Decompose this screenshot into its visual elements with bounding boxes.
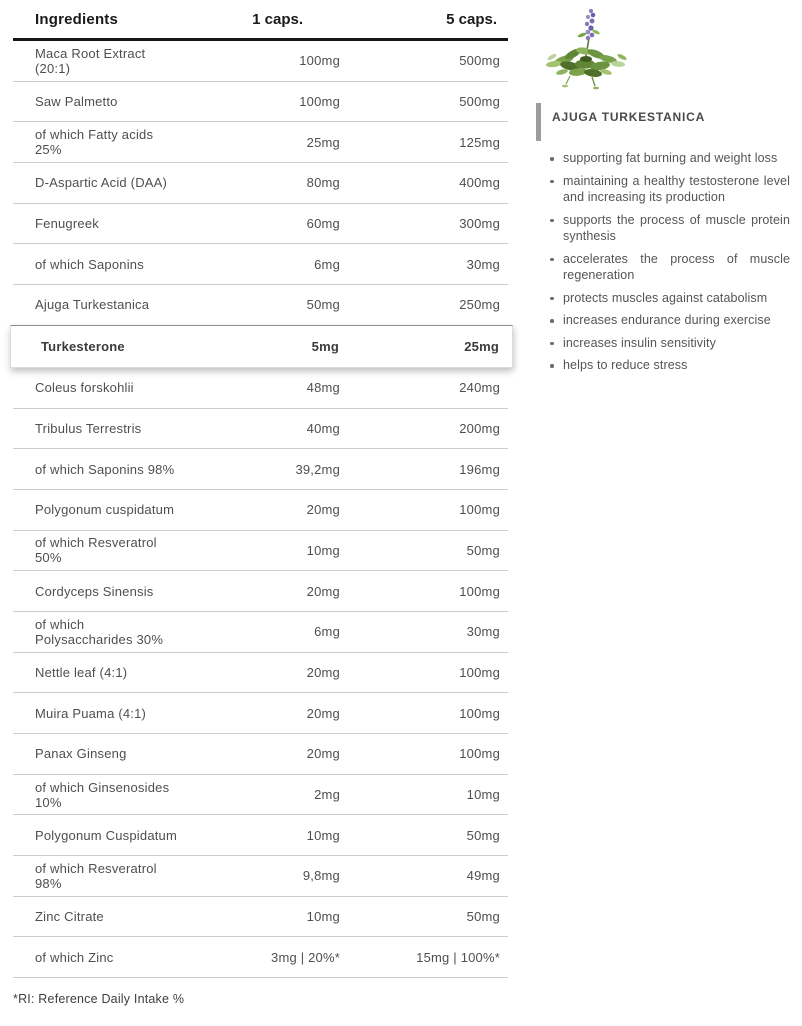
ingredient-name: Tribulus Terrestris bbox=[35, 420, 142, 436]
value-5caps: 500mg bbox=[459, 94, 500, 110]
table-row bbox=[13, 612, 508, 653]
table-row bbox=[13, 449, 508, 490]
value-1caps: 20mg bbox=[306, 583, 340, 599]
benefit-item bbox=[536, 150, 790, 167]
value-5caps: 30mg bbox=[466, 624, 500, 640]
table-row bbox=[13, 244, 508, 285]
benefit-item bbox=[536, 173, 790, 206]
ingredient-name: Fenugreek bbox=[35, 216, 99, 232]
table-row bbox=[13, 571, 508, 612]
ingredient-name: of which Fatty acids 25% bbox=[35, 127, 154, 158]
value-1caps: 48mg bbox=[306, 380, 340, 396]
sidebar-heading-block bbox=[536, 103, 705, 141]
header-1caps: 1 caps. bbox=[252, 10, 303, 28]
table-row bbox=[13, 897, 508, 938]
ingredient-name: of which Resveratrol 98% bbox=[35, 860, 157, 891]
table-row bbox=[13, 531, 508, 572]
ingredient-name: D-Aspartic Acid (DAA) bbox=[35, 175, 168, 191]
heading-accent-bar bbox=[536, 103, 541, 141]
reference-intake-footnote: *RI: Reference Daily Intake % bbox=[13, 992, 185, 1007]
table-row bbox=[13, 368, 508, 409]
benefit-text: increases endurance during exercise bbox=[563, 313, 771, 327]
sidebar-heading: AJUGA TURKESTANICA bbox=[552, 110, 706, 124]
table-row bbox=[13, 285, 508, 326]
ingredient-name: Maca Root Extract (20:1) bbox=[35, 45, 146, 76]
ingredient-name: Polygonum Cuspidatum bbox=[35, 827, 178, 843]
ingredient-name: Cordyceps Sinensis bbox=[35, 583, 154, 599]
value-1caps: 6mg bbox=[314, 624, 340, 640]
table-row bbox=[13, 204, 508, 245]
ingredient-name: of which Ginsenosides 10% bbox=[35, 779, 170, 810]
value-1caps: 9,8mg bbox=[302, 868, 340, 884]
value-5caps: 250mg bbox=[459, 297, 500, 313]
table-row bbox=[13, 653, 508, 694]
ingredient-name: Turkesterone bbox=[41, 338, 125, 354]
value-1caps: 60mg bbox=[306, 216, 340, 232]
value-1caps: 39,2mg bbox=[295, 461, 340, 477]
table-row bbox=[13, 693, 508, 734]
ingredient-name: of which Saponins 98% bbox=[35, 461, 175, 477]
benefit-text: accelerates the process of muscle regeneration bbox=[563, 251, 790, 282]
bullet-dot-icon bbox=[550, 173, 563, 206]
benefit-item bbox=[536, 335, 790, 352]
value-5caps: 50mg bbox=[466, 827, 500, 843]
value-1caps: 100mg bbox=[299, 94, 340, 110]
table-row bbox=[13, 734, 508, 775]
bullet-dot-icon bbox=[550, 357, 563, 374]
ingredient-name: of which Resveratrol 50% bbox=[35, 535, 157, 566]
value-1caps: 2mg bbox=[314, 787, 340, 803]
plant-image bbox=[540, 2, 635, 97]
value-1caps: 40mg bbox=[306, 420, 340, 436]
bullet-dot-icon bbox=[550, 335, 563, 352]
leaf-mound-icon bbox=[546, 46, 628, 89]
value-1caps: 20mg bbox=[306, 705, 340, 721]
table-row bbox=[13, 41, 508, 82]
value-5caps: 100mg bbox=[459, 746, 500, 762]
table-header bbox=[13, 0, 508, 41]
value-5caps: 25mg bbox=[464, 338, 499, 354]
ingredient-name: Muira Puama (4:1) bbox=[35, 705, 147, 721]
value-1caps: 3mg | 20%* bbox=[271, 949, 340, 965]
value-5caps: 300mg bbox=[459, 216, 500, 232]
value-5caps: 49mg bbox=[466, 868, 500, 884]
ingredient-name: Nettle leaf (4:1) bbox=[35, 664, 128, 680]
benefit-item bbox=[536, 212, 790, 245]
table-row-highlighted bbox=[10, 325, 513, 368]
bullet-dot-icon bbox=[550, 150, 563, 167]
value-5caps: 100mg bbox=[459, 502, 500, 518]
value-1caps: 20mg bbox=[306, 746, 340, 762]
benefit-text: increases insulin sensitivity bbox=[563, 335, 716, 350]
ingredient-name: of which Zinc bbox=[35, 949, 114, 965]
benefit-item bbox=[536, 290, 790, 307]
value-1caps: 80mg bbox=[306, 175, 340, 191]
bullet-dot-icon bbox=[550, 251, 563, 284]
value-5caps: 240mg bbox=[459, 380, 500, 396]
value-1caps: 10mg bbox=[306, 827, 340, 843]
bullet-dot-icon bbox=[550, 312, 563, 329]
header-5caps: 5 caps. bbox=[446, 10, 497, 28]
table-row bbox=[13, 775, 508, 816]
value-5caps: 100mg bbox=[459, 705, 500, 721]
ingredient-name: Ajuga Turkestanica bbox=[35, 297, 150, 313]
value-1caps: 50mg bbox=[306, 297, 340, 313]
value-5caps: 200mg bbox=[459, 420, 500, 436]
value-1caps: 20mg bbox=[306, 664, 340, 680]
benefit-item bbox=[536, 357, 790, 374]
benefit-item bbox=[536, 312, 790, 329]
bullet-dot-icon bbox=[550, 212, 563, 245]
header-ingredients: Ingredients bbox=[35, 10, 119, 28]
value-5caps: 100mg bbox=[459, 664, 500, 680]
value-5caps: 15mg | 100%* bbox=[416, 949, 500, 965]
benefits-list bbox=[536, 150, 790, 380]
ingredient-name: of which Polysaccharides 30% bbox=[35, 616, 164, 647]
benefit-text: helps to reduce stress bbox=[563, 358, 688, 372]
value-5caps: 50mg bbox=[466, 909, 500, 925]
value-1caps: 10mg bbox=[306, 909, 340, 925]
ingredient-name: Coleus forskohlii bbox=[35, 380, 134, 396]
ingredient-name: Panax Ginseng bbox=[35, 746, 127, 762]
table-row bbox=[13, 490, 508, 531]
value-1caps: 100mg bbox=[299, 53, 340, 69]
benefit-text: supports the process of muscle protein synthesis bbox=[563, 212, 790, 243]
bullet-dot-icon bbox=[550, 290, 563, 307]
ingredient-name: Zinc Citrate bbox=[35, 909, 104, 925]
benefit-text: protects muscles against catabolism bbox=[563, 290, 768, 305]
value-1caps: 5mg bbox=[311, 338, 339, 354]
value-1caps: 6mg bbox=[314, 256, 340, 272]
ingredient-name: Saw Palmetto bbox=[35, 94, 118, 110]
ingredient-name: Polygonum cuspidatum bbox=[35, 502, 175, 518]
table-body bbox=[13, 41, 508, 978]
value-5caps: 125mg bbox=[459, 134, 500, 150]
value-5caps: 50mg bbox=[466, 542, 500, 558]
benefit-text: supporting fat burning and weight loss bbox=[563, 151, 778, 165]
benefit-item bbox=[536, 251, 790, 284]
value-1caps: 10mg bbox=[306, 542, 340, 558]
table-row bbox=[13, 409, 508, 450]
value-5caps: 30mg bbox=[466, 256, 500, 272]
table-row bbox=[13, 815, 508, 856]
value-5caps: 10mg bbox=[466, 787, 500, 803]
table-row bbox=[13, 163, 508, 204]
value-1caps: 20mg bbox=[306, 502, 340, 518]
value-5caps: 196mg bbox=[459, 461, 500, 477]
table-row bbox=[13, 82, 508, 123]
table-row bbox=[13, 856, 508, 897]
ingredient-name: of which Saponins bbox=[35, 256, 144, 272]
ingredients-table bbox=[13, 0, 508, 1006]
value-5caps: 100mg bbox=[459, 583, 500, 599]
benefit-text: maintaining a healthy testosterone level and increasing its production bbox=[563, 173, 790, 204]
value-5caps: 500mg bbox=[459, 53, 500, 69]
table-row bbox=[13, 937, 508, 978]
table-row bbox=[13, 122, 508, 163]
value-1caps: 25mg bbox=[306, 134, 340, 150]
value-5caps: 400mg bbox=[459, 175, 500, 191]
